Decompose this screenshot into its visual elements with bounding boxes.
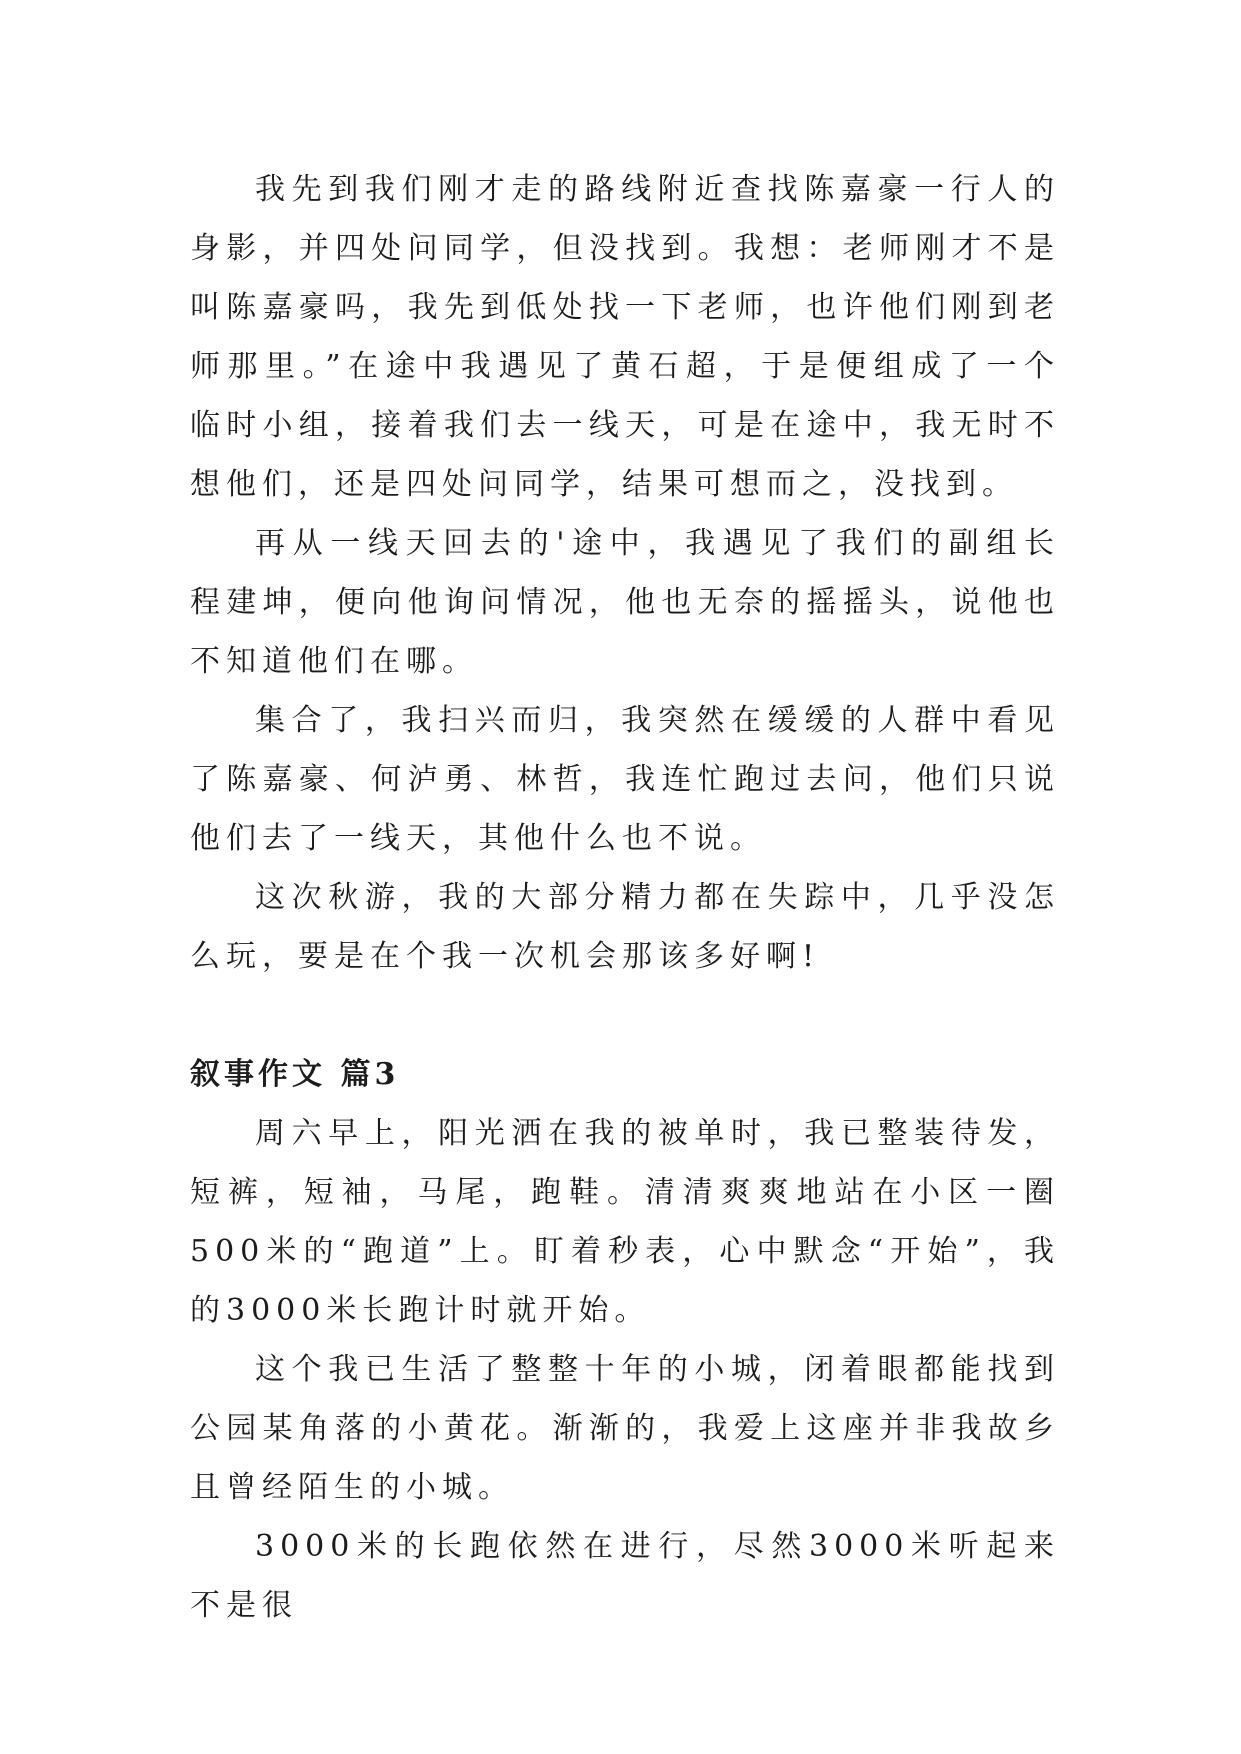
document-body <box>190 160 1060 1635</box>
paragraph: 再从一线天回去的'途中，我遇见了我们的副组长程建坤，便向他询问情况，他也无奈的摇摇头，说他也不知道他们在哪。 <box>190 526 1060 679</box>
paragraph: 集合了，我扫兴而归，我突然在缓缓的人群中看见了陈嘉豪、何泸勇、林哲，我连忙跑过去问，他们只说他们去了一线天，其他什么也不说。 <box>190 703 1060 856</box>
paragraph: 这个我已生活了整整十年的小城，闭着眼都能找到公园某角落的小黄花。渐渐的，我爱上这座并非我故乡且曾经陌生的小城。 <box>190 1352 1060 1505</box>
paragraph: 周六早上，阳光洒在我的被单时，我已整装待发，短裤，短袖，马尾，跑鞋。清清爽爽地站在小区一圈500米的“跑道”上。盯着秒表，心中默念“开始”，我的3000米长跑计时就开始。 <box>190 1116 1060 1328</box>
paragraph: 这次秋游，我的大部分精力都在失踪中，几乎没怎么玩，要是在个我一次机会那该多好啊! <box>190 880 1060 974</box>
section-heading: 叙事作文 篇3 <box>190 1057 400 1092</box>
paragraph: 3000米的长跑依然在进行，尽然3000米听起来不是很 <box>190 1529 1060 1623</box>
paragraph: 我先到我们刚才走的路线附近查找陈嘉豪一行人的身影，并四处问同学，但没找到。我想：老师刚才不是叫陈嘉豪吗，我先到低处找一下老师，也许他们刚到老师那里。”在途中我遇见了黄石超，于是便组成了一个临时小组，接着我们去一线天，可是在途中，我无时不想他们，还是四处问同学，结果可想而之，没找到。 <box>190 172 1060 502</box>
